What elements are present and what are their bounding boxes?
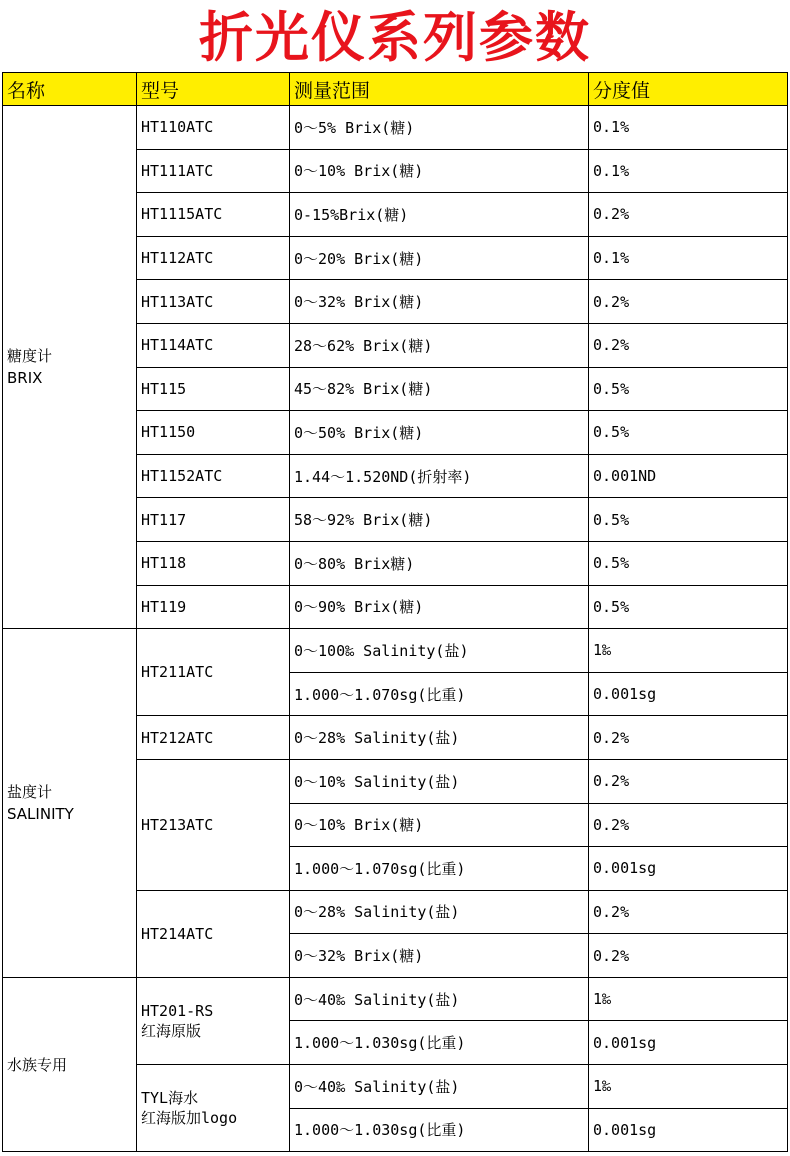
model-cell: HT119 (137, 585, 290, 629)
range-cell: 0～10% Salinity(盐) (290, 759, 589, 803)
category-salinity (3, 629, 137, 978)
category-label: 糖度计 (7, 347, 53, 366)
model-cell: HT214ATC (137, 890, 290, 977)
model-cell (137, 1065, 290, 1152)
model-cell: HT114ATC (137, 323, 290, 367)
model-cell: HT115 (137, 367, 290, 411)
division-cell: 0.2% (589, 193, 788, 237)
model-cell: HT112ATC (137, 236, 290, 280)
range-cell: 0-15%Brix(糖) (290, 193, 589, 237)
model-cell: HT1115ATC (137, 193, 290, 237)
range-cell: 0～80% Brix糖) (290, 541, 589, 585)
division-cell: 0.2% (589, 280, 788, 324)
category-aquarium (3, 977, 137, 1151)
model-cell (137, 977, 290, 1064)
table-row (3, 977, 788, 1021)
range-cell: 0～50% Brix(糖) (290, 411, 589, 455)
division-cell: 0.5% (589, 498, 788, 542)
range-cell: 45～82% Brix(糖) (290, 367, 589, 411)
division-cell: 0.001sg (589, 1021, 788, 1065)
category-sublabel: SALINITY (7, 805, 74, 823)
model-cell: HT213ATC (137, 759, 290, 890)
range-cell: 1.000～1.070sg(比重) (290, 847, 589, 891)
range-cell: 58～92% Brix(糖) (290, 498, 589, 542)
category-label: 水族专用 (7, 1055, 68, 1074)
model-cell: HT212ATC (137, 716, 290, 760)
range-cell: 0～100‰ Salinity(盐) (290, 629, 589, 673)
header-row (3, 73, 788, 106)
range-cell: 0～28% Salinity(盐) (290, 890, 589, 934)
header-model: 型号 (137, 73, 290, 106)
model-cell: HT117 (137, 498, 290, 542)
header-division: 分度值 (589, 73, 788, 106)
header-range: 测量范围 (290, 73, 589, 106)
model-subline: 红海原版 (141, 1021, 202, 1040)
division-cell: 0.5% (589, 585, 788, 629)
range-cell: 0～10% Brix(糖) (290, 803, 589, 847)
division-cell: 0.5% (589, 411, 788, 455)
division-cell: 0.2% (589, 716, 788, 760)
model-line: HT201-RS (141, 1001, 214, 1020)
division-cell: 0.2% (589, 323, 788, 367)
division-cell: 0.2% (589, 803, 788, 847)
model-cell: HT1152ATC (137, 454, 290, 498)
range-cell: 28～62% Brix(糖) (290, 323, 589, 367)
division-cell: 0.1% (589, 236, 788, 280)
range-cell: 1.000～1.070sg(比重) (290, 672, 589, 716)
model-cell: HT1150 (137, 411, 290, 455)
division-cell: 0.001sg (589, 1108, 788, 1152)
division-cell: 0.001sg (589, 672, 788, 716)
division-cell: 1‰ (589, 977, 788, 1021)
model-cell: HT111ATC (137, 149, 290, 193)
division-cell: 0.2% (589, 934, 788, 978)
division-cell: 0.001ND (589, 454, 788, 498)
spec-table (2, 72, 788, 1152)
range-cell: 0～5% Brix(糖) (290, 106, 589, 150)
range-cell: 0～32% Brix(糖) (290, 280, 589, 324)
model-cell: HT211ATC (137, 629, 290, 716)
division-cell: 0.5% (589, 541, 788, 585)
model-subline: 红海版加logo (141, 1109, 238, 1128)
range-cell: 0～40‰ Salinity(盐) (290, 977, 589, 1021)
division-cell: 0.2% (589, 890, 788, 934)
page-title: 折光仪系列参数 (199, 6, 591, 69)
table-row (3, 106, 788, 150)
division-cell: 0.001sg (589, 847, 788, 891)
model-cell: HT113ATC (137, 280, 290, 324)
range-cell: 0～90% Brix(糖) (290, 585, 589, 629)
range-cell: 0～32% Brix(糖) (290, 934, 589, 978)
model-line: TYL海水 (141, 1089, 199, 1108)
category-brix (3, 106, 137, 629)
model-cell: HT110ATC (137, 106, 290, 150)
division-cell: 1‰ (589, 1065, 788, 1109)
division-cell: 0.1% (589, 106, 788, 150)
range-cell: 1.000～1.030sg(比重) (290, 1021, 589, 1065)
division-cell: 0.5% (589, 367, 788, 411)
category-sublabel: BRIX (7, 369, 43, 388)
header-name: 名称 (3, 73, 137, 106)
division-cell: 1‰ (589, 629, 788, 673)
range-cell: 0～20% Brix(糖) (290, 236, 589, 280)
category-label: 盐度计 (7, 783, 53, 801)
division-cell: 0.2% (589, 759, 788, 803)
range-cell: 1.000～1.030sg(比重) (290, 1108, 589, 1152)
range-cell: 0～28% Salinity(盐) (290, 716, 589, 760)
table-row (3, 629, 788, 673)
range-cell: 0～40‰ Salinity(盐) (290, 1065, 589, 1109)
model-cell: HT118 (137, 541, 290, 585)
range-cell: 1.44～1.520ND(折射率) (290, 454, 589, 498)
range-cell: 0～10% Brix(糖) (290, 149, 589, 193)
division-cell: 0.1% (589, 149, 788, 193)
